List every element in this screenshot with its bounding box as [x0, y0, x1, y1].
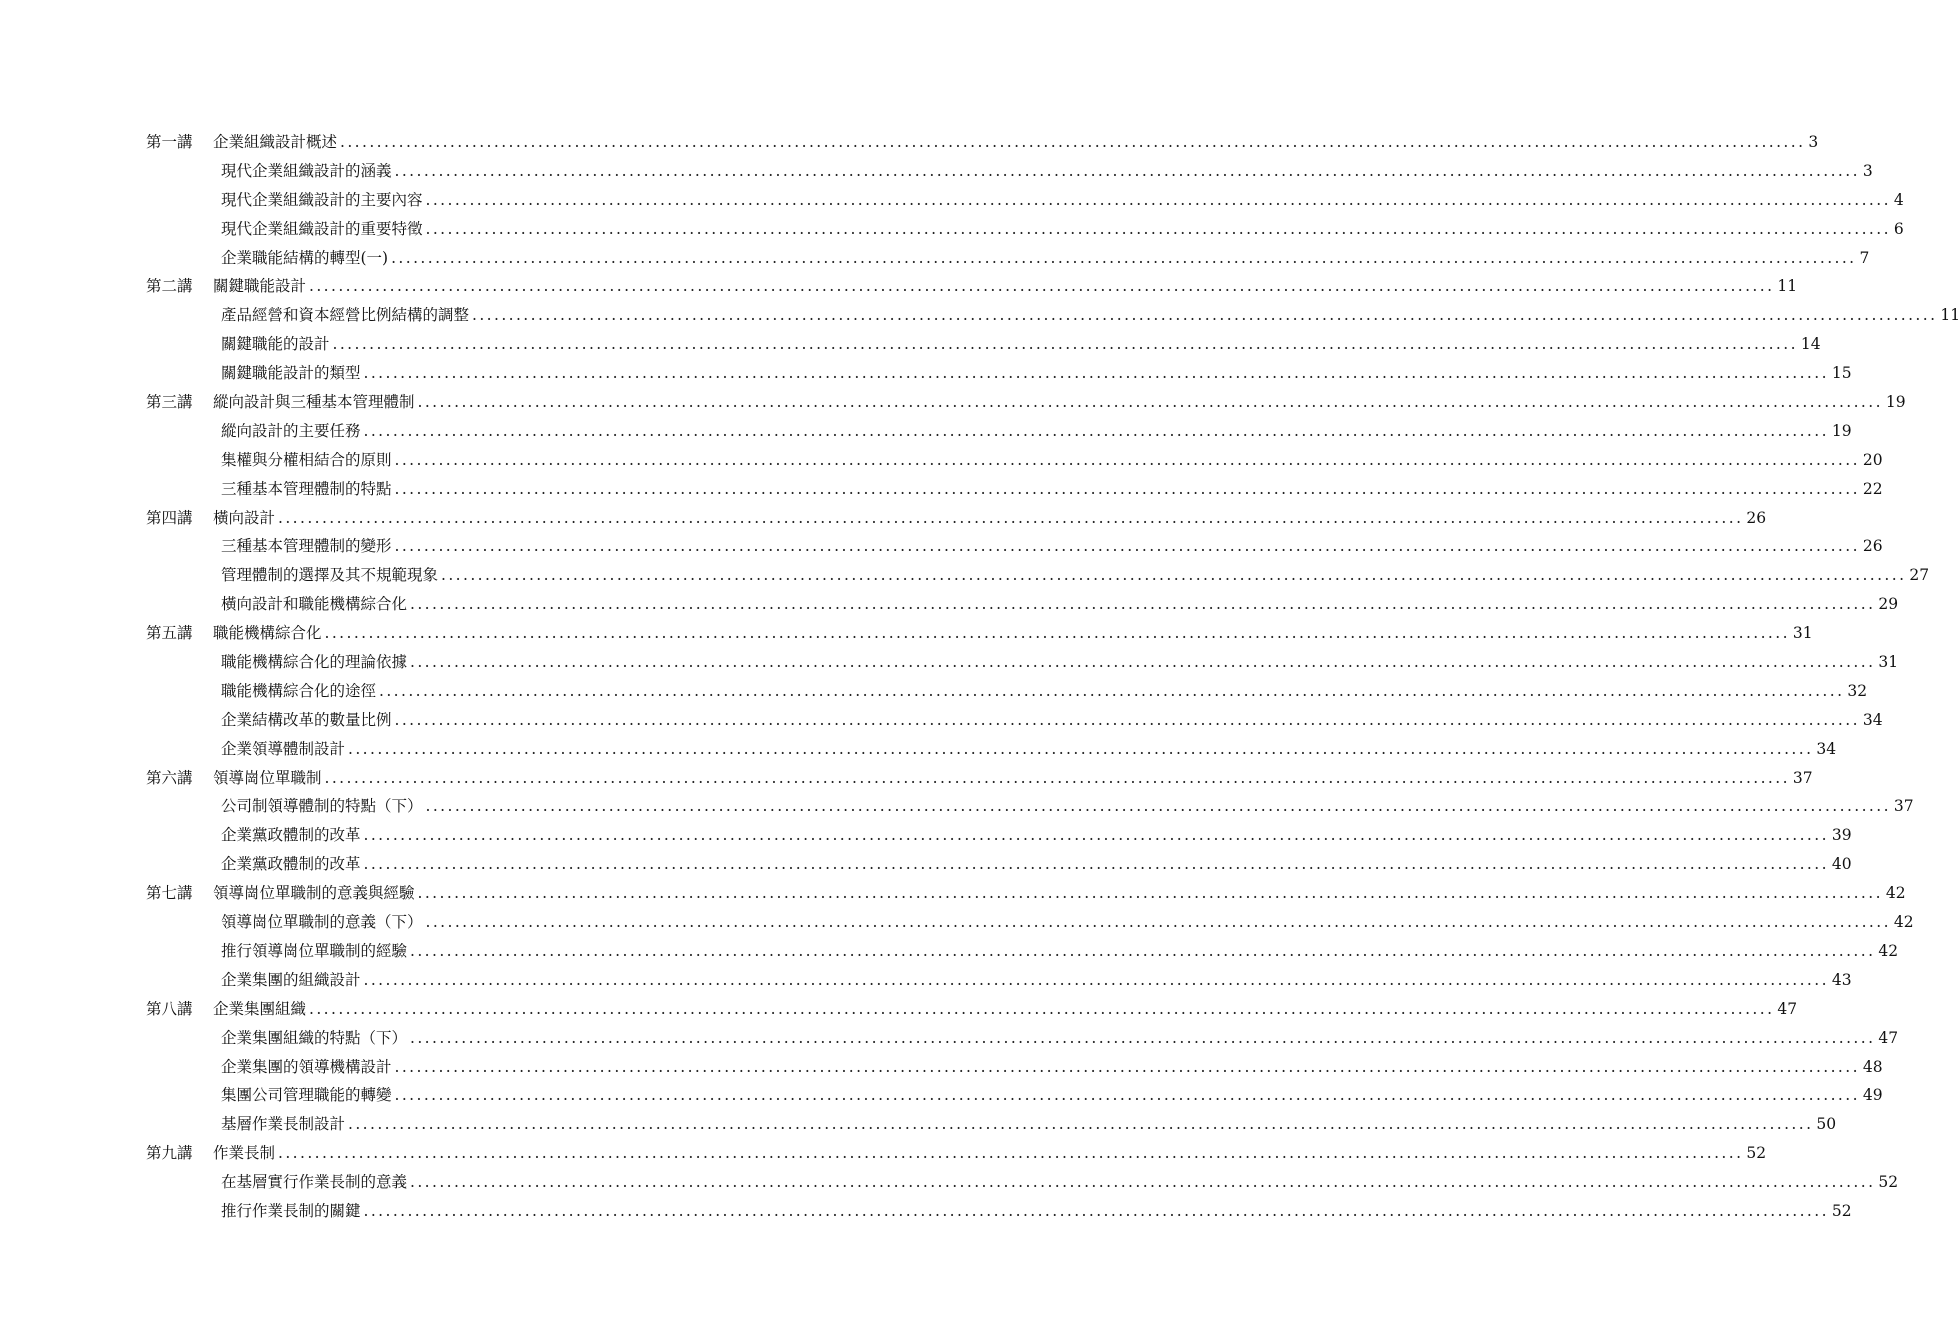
chapter-number: 第三講	[146, 393, 193, 412]
page-number: 39	[1831, 826, 1852, 845]
page-number: 26	[1746, 508, 1767, 527]
toc-section-entry[interactable]	[146, 1024, 1899, 1053]
chapter-number: 第七講	[146, 884, 193, 903]
dot-leader: ........................................................................................................................................................................................................	[324, 624, 1790, 643]
entry-title: 基層作業長制設計	[221, 1115, 346, 1134]
entry-title: 管理體制的選擇及其不規範現象	[221, 566, 439, 585]
entry-title: 縱向設計與三種基本管理體制	[213, 393, 415, 412]
entry-title: 關鍵職能設計的類型	[221, 364, 361, 383]
chapter-number: 第六講	[146, 768, 193, 787]
entry-title: 橫向設計和職能機構綜合化	[221, 595, 408, 614]
page-number: 47	[1777, 999, 1798, 1018]
toc-chapter-entry[interactable]	[146, 995, 1798, 1024]
entry-title: 集團公司管理職能的轉變	[221, 1086, 392, 1105]
toc-chapter-entry[interactable]	[146, 619, 1813, 648]
toc-section-entry[interactable]	[146, 301, 1960, 330]
toc-section-entry[interactable]	[146, 417, 1852, 446]
dot-leader: ........................................................................................................................................................................................................	[340, 133, 1806, 151]
entry-title: 職能機構綜合化	[213, 624, 322, 643]
page-number: 22	[1862, 479, 1883, 498]
page-number: 48	[1862, 1057, 1883, 1076]
toc-section-entry[interactable]	[146, 359, 1852, 388]
entry-title: 現代企業組織設計的重要特徵	[221, 219, 423, 238]
dot-leader: ........................................................................................................................................................................................................	[309, 277, 1775, 296]
dot-leader: ........................................................................................................................................................................................................	[394, 537, 1860, 556]
toc-section-entry[interactable]	[146, 677, 1868, 706]
entry-title: 領導崗位單職制的意義與經驗	[213, 884, 415, 903]
page-number: 49	[1862, 1086, 1883, 1105]
dot-leader: ........................................................................................................................................................................................................	[332, 335, 1798, 354]
dot-leader: ........................................................................................................................................................................................................	[363, 421, 1829, 440]
toc-section-entry[interactable]	[146, 1197, 1852, 1226]
page-number: 19	[1831, 421, 1852, 440]
toc-section-entry[interactable]	[146, 561, 1930, 590]
dot-leader: ........................................................................................................................................................................................................	[363, 970, 1829, 989]
dot-leader: ........................................................................................................................................................................................................	[348, 1115, 1814, 1134]
dot-leader: ........................................................................................................................................................................................................	[363, 1201, 1829, 1220]
page-number: 40	[1831, 855, 1852, 874]
dot-leader: ........................................................................................................................................................................................................	[472, 306, 1938, 325]
entry-title: 職能機構綜合化的途徑	[221, 681, 377, 700]
page-number: 50	[1816, 1115, 1837, 1134]
dot-leader: ........................................................................................................................................................................................................	[425, 797, 1891, 816]
entry-title: 企業黨政體制的改革	[221, 826, 361, 845]
toc-section-entry[interactable]	[146, 590, 1899, 619]
page-number: 15	[1831, 364, 1852, 383]
page-number: 3	[1862, 161, 1873, 180]
page-number: 26	[1862, 537, 1883, 556]
dot-leader: ........................................................................................................................................................................................................	[425, 219, 1891, 238]
entry-title: 企業職能結構的轉型(一)	[221, 248, 389, 267]
table-of-contents	[146, 128, 1960, 1226]
chapter-number: 第二講	[146, 277, 193, 296]
toc-chapter-entry[interactable]	[146, 388, 1906, 417]
entry-title: 縱向設計的主要任務	[221, 421, 361, 440]
entry-title: 關鍵職能的設計	[221, 335, 330, 354]
dot-leader: ........................................................................................................................................................................................................	[394, 479, 1860, 498]
dot-leader: ........................................................................................................................................................................................................	[417, 884, 1883, 903]
dot-leader: ........................................................................................................................................................................................................	[394, 450, 1860, 469]
entry-title: 職能機構綜合化的理論依據	[221, 653, 408, 672]
dot-leader: ........................................................................................................................................................................................................	[363, 826, 1829, 845]
page-number: 31	[1878, 653, 1899, 672]
entry-title: 企業集團的組織設計	[221, 970, 361, 989]
entry-title: 三種基本管理體制的變形	[221, 537, 392, 556]
toc-section-entry[interactable]	[146, 1081, 1883, 1110]
page-number: 32	[1847, 681, 1868, 700]
entry-title: 企業集團組織	[213, 999, 307, 1018]
entry-title: 集權與分權相結合的原則	[221, 450, 392, 469]
dot-leader: ........................................................................................................................................................................................................	[410, 1028, 1876, 1047]
dot-leader: ........................................................................................................................................................................................................	[394, 161, 1860, 180]
entry-title: 企業結構改革的數量比例	[221, 710, 392, 729]
dot-leader: ........................................................................................................................................................................................................	[394, 1057, 1860, 1076]
toc-section-entry[interactable]	[146, 908, 1914, 937]
entry-title: 三種基本管理體制的特點	[221, 479, 392, 498]
toc-section-entry[interactable]	[146, 937, 1899, 966]
toc-section-entry[interactable]	[146, 330, 1821, 359]
toc-section-entry[interactable]	[146, 244, 1870, 273]
page-number: 37	[1893, 797, 1914, 816]
toc-chapter-entry[interactable]	[146, 879, 1906, 908]
toc-chapter-entry[interactable]	[146, 272, 1798, 301]
page-number: 34	[1816, 739, 1837, 758]
toc-section-entry[interactable]	[146, 446, 1883, 475]
dot-leader: ........................................................................................................................................................................................................	[417, 393, 1883, 412]
entry-title: 橫向設計	[213, 508, 276, 527]
entry-title: 關鍵職能設計	[213, 277, 307, 296]
entry-title: 在基層實行作業長制的意義	[221, 1173, 408, 1192]
dot-leader: ........................................................................................................................................................................................................	[363, 364, 1829, 383]
entry-title: 推行領導崗位單職制的經驗	[221, 941, 408, 960]
entry-title: 企業組織設計概述	[213, 133, 338, 151]
entry-title: 領導崗位單職制的意義（下）	[221, 913, 423, 932]
page-number: 42	[1878, 941, 1899, 960]
dot-leader: ........................................................................................................................................................................................................	[394, 1086, 1860, 1105]
chapter-number: 第一講	[146, 133, 193, 151]
page-number: 29	[1878, 595, 1899, 614]
page-number: 52	[1878, 1173, 1899, 1192]
page-number: 31	[1792, 624, 1813, 643]
page-number: 27	[1909, 566, 1930, 585]
toc-section-entry[interactable]	[146, 1110, 1837, 1139]
page-number: 6	[1893, 219, 1904, 238]
toc-section-entry[interactable]	[146, 648, 1899, 677]
toc-section-entry[interactable]	[146, 821, 1852, 850]
page-number: 37	[1792, 768, 1813, 787]
entry-title: 企業集團的領導機構設計	[221, 1057, 392, 1076]
chapter-number: 第八講	[146, 999, 193, 1018]
dot-leader: ........................................................................................................................................................................................................	[309, 999, 1775, 1018]
toc-section-entry[interactable]	[146, 157, 1873, 186]
chapter-number: 第九講	[146, 1144, 193, 1163]
dot-leader: ........................................................................................................................................................................................................	[379, 681, 1845, 700]
entry-title: 企業集團組織的特點（下）	[221, 1028, 408, 1047]
page-number: 3	[1808, 133, 1819, 151]
page-number: 11	[1940, 306, 1960, 325]
page-number: 7	[1859, 248, 1870, 267]
toc-section-entry[interactable]	[146, 532, 1883, 561]
dot-leader: ........................................................................................................................................................................................................	[410, 595, 1876, 614]
toc-section-entry[interactable]	[146, 475, 1883, 504]
dot-leader: ........................................................................................................................................................................................................	[278, 1144, 1744, 1163]
dot-leader: ........................................................................................................................................................................................................	[278, 508, 1744, 527]
dot-leader: ........................................................................................................................................................................................................	[410, 1173, 1876, 1192]
page-number: 42	[1885, 884, 1906, 903]
page-number: 20	[1862, 450, 1883, 469]
page-number: 52	[1746, 1144, 1767, 1163]
page-number: 34	[1862, 710, 1883, 729]
toc-section-entry[interactable]	[146, 1168, 1899, 1197]
dot-leader: ........................................................................................................................................................................................................	[425, 913, 1891, 932]
dot-leader: ........................................................................................................................................................................................................	[441, 566, 1907, 585]
toc-section-entry[interactable]	[146, 186, 1904, 215]
entry-title: 作業長制	[213, 1144, 276, 1163]
toc-section-entry[interactable]	[146, 792, 1914, 821]
toc-chapter-entry[interactable]	[146, 1139, 1767, 1168]
dot-leader: ........................................................................................................................................................................................................	[391, 248, 1857, 267]
dot-leader: ........................................................................................................................................................................................................	[410, 653, 1876, 672]
entry-title: 現代企業組織設計的主要內容	[221, 190, 423, 209]
entry-title: 推行作業長制的關鍵	[221, 1201, 361, 1220]
toc-section-entry[interactable]	[146, 706, 1883, 735]
chapter-number: 第五講	[146, 624, 193, 643]
entry-title: 企業領導體制設計	[221, 739, 346, 758]
toc-chapter-entry[interactable]	[146, 504, 1767, 533]
page-number: 43	[1831, 970, 1852, 989]
entry-title: 現代企業組織設計的涵義	[221, 161, 392, 180]
dot-leader: ........................................................................................................................................................................................................	[348, 739, 1814, 758]
page-number: 47	[1878, 1028, 1899, 1047]
dot-leader: ........................................................................................................................................................................................................	[425, 190, 1891, 209]
toc-section-entry[interactable]	[146, 1053, 1883, 1082]
page-number: 4	[1893, 190, 1904, 209]
entry-title: 企業黨政體制的改革	[221, 855, 361, 874]
dot-leader: ........................................................................................................................................................................................................	[410, 941, 1876, 960]
chapter-number: 第四講	[146, 508, 193, 527]
toc-chapter-entry[interactable]	[146, 128, 1819, 157]
entry-title: 產品經營和資本經營比例結構的調整	[221, 306, 470, 325]
toc-section-entry[interactable]	[146, 735, 1837, 764]
toc-section-entry[interactable]	[146, 966, 1852, 995]
entry-title: 公司制領導體制的特點（下）	[221, 797, 423, 816]
toc-chapter-entry[interactable]	[146, 764, 1813, 793]
page-number: 14	[1800, 335, 1821, 354]
toc-section-entry[interactable]	[146, 850, 1852, 879]
toc-section-entry[interactable]	[146, 215, 1904, 244]
page-number: 11	[1777, 277, 1798, 296]
dot-leader: ........................................................................................................................................................................................................	[324, 768, 1790, 787]
entry-title: 領導崗位單職制	[213, 768, 322, 787]
dot-leader: ........................................................................................................................................................................................................	[363, 855, 1829, 874]
page-number: 42	[1893, 913, 1914, 932]
page-number: 19	[1885, 393, 1906, 412]
page-number: 52	[1831, 1201, 1852, 1220]
dot-leader: ........................................................................................................................................................................................................	[394, 710, 1860, 729]
